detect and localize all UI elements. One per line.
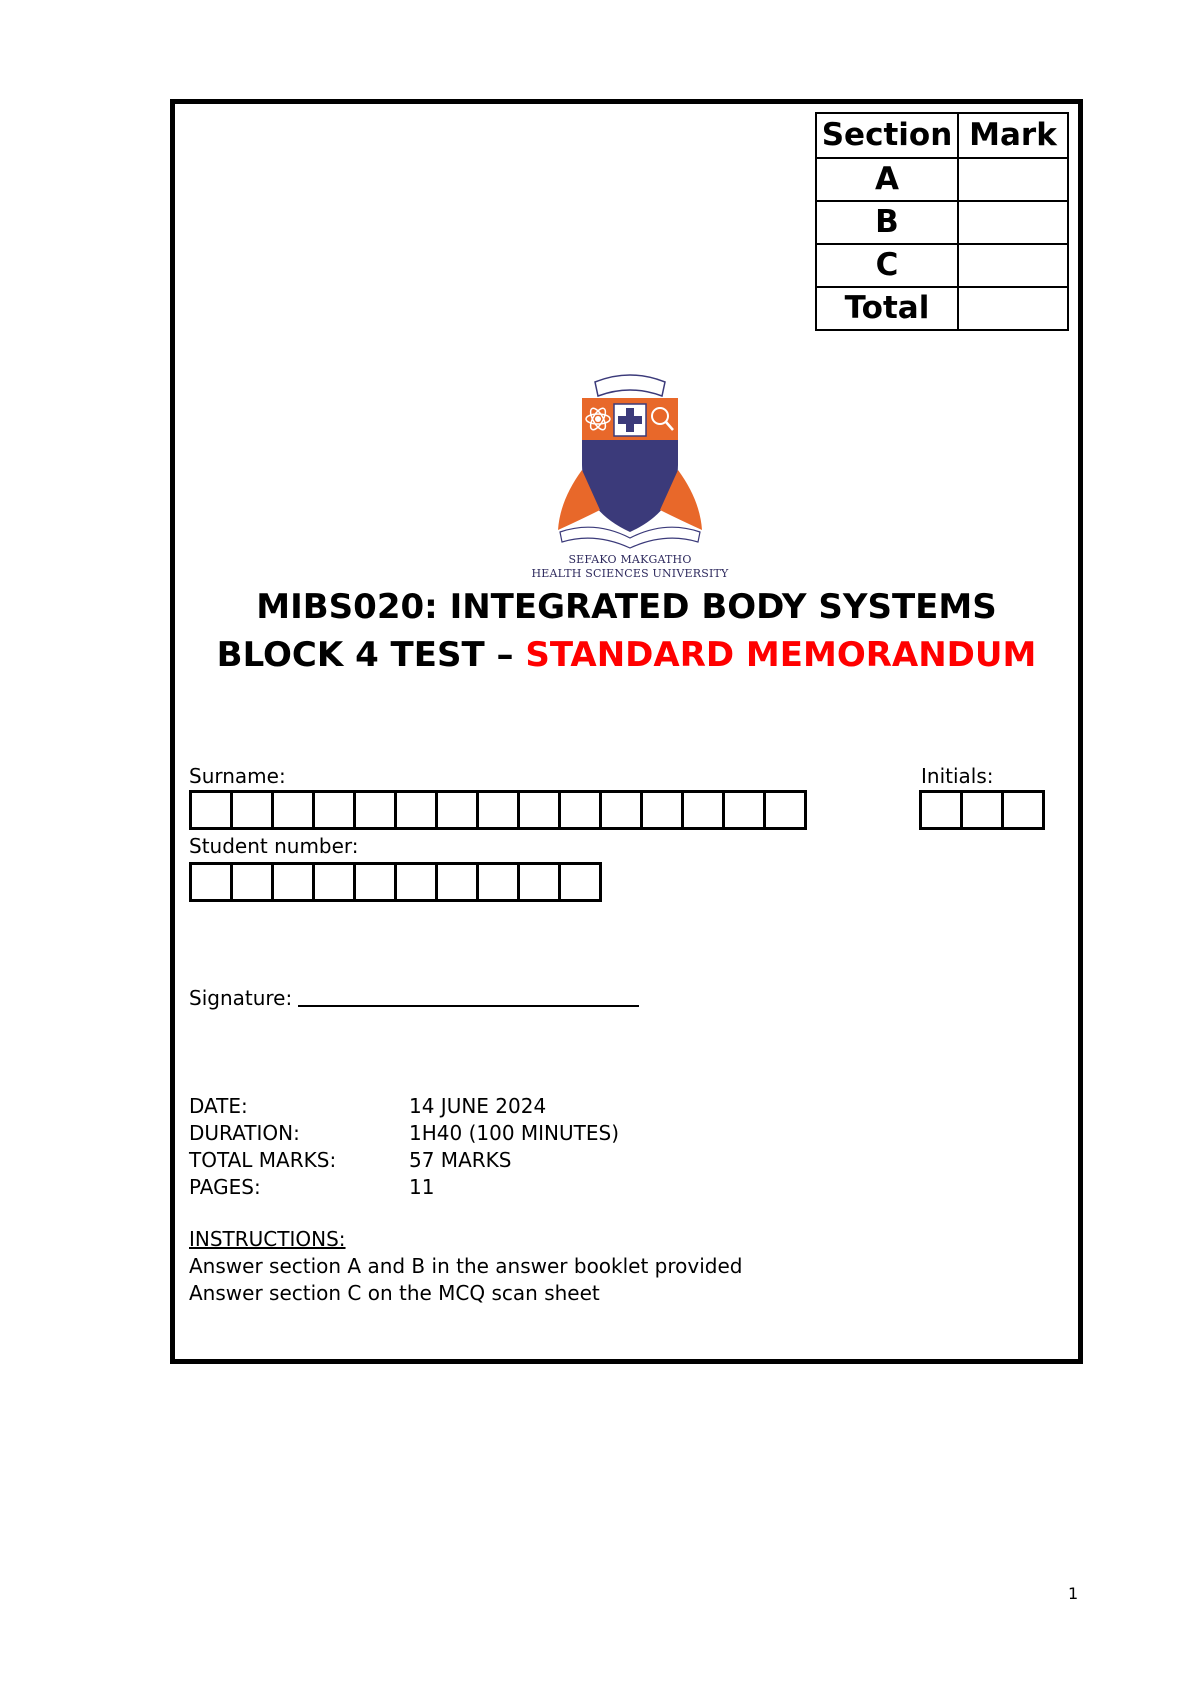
surname-char-box[interactable]: [312, 790, 356, 830]
initials-input-boxes[interactable]: [919, 790, 1045, 830]
student-number-char-box[interactable]: [435, 862, 479, 902]
detail-key: PAGES:: [189, 1175, 261, 1199]
marks-table: [815, 112, 1069, 331]
university-name-line1: SEFAKO MAKGATHO: [568, 553, 692, 566]
title-block-label: BLOCK 4 TEST –: [216, 635, 526, 675]
surname-label: Surname:: [189, 764, 286, 788]
marks-row-value: [958, 287, 1068, 330]
student-number-char-box[interactable]: [476, 862, 520, 902]
title-memorandum-label: STANDARD MEMORANDUM: [525, 635, 1037, 675]
surname-char-box[interactable]: [271, 790, 315, 830]
surname-char-box[interactable]: [394, 790, 438, 830]
student-number-char-box[interactable]: [517, 862, 561, 902]
detail-value: 1H40 (100 MINUTES): [409, 1121, 620, 1145]
detail-key: TOTAL MARKS:: [189, 1148, 337, 1172]
detail-key: DURATION:: [189, 1121, 300, 1145]
student-number-input-boxes[interactable]: [189, 862, 602, 902]
signature-label: Signature:: [189, 986, 293, 1010]
document-title-line1: MIBS020: INTEGRATED BODY SYSTEMS: [256, 587, 997, 627]
student-number-label: Student number:: [189, 834, 359, 858]
surname-char-box[interactable]: [476, 790, 520, 830]
detail-value: 14 JUNE 2024: [409, 1094, 547, 1118]
initials-label: Initials:: [921, 764, 994, 788]
university-name-line2: HEALTH SCIENCES UNIVERSITY: [531, 567, 729, 580]
instruction-line: Answer section A and B in the answer booklet provided: [189, 1254, 743, 1278]
exam-details: [189, 1093, 889, 1203]
signature-line[interactable]: [298, 1005, 639, 1007]
marks-header-section: Section: [816, 113, 958, 158]
student-number-char-box[interactable]: [558, 862, 602, 902]
marks-row-value: [958, 244, 1068, 287]
student-number-char-box[interactable]: [230, 862, 274, 902]
student-number-char-box[interactable]: [271, 862, 315, 902]
student-number-char-box[interactable]: [353, 862, 397, 902]
detail-value: 11: [409, 1175, 435, 1199]
marks-header-mark: Mark: [958, 113, 1068, 158]
student-number-char-box[interactable]: [189, 862, 233, 902]
marks-row-value: [958, 201, 1068, 244]
university-crest-logo: [540, 370, 720, 550]
student-number-char-box[interactable]: [394, 862, 438, 902]
surname-char-box[interactable]: [640, 790, 684, 830]
detail-key: DATE:: [189, 1094, 248, 1118]
surname-char-box[interactable]: [763, 790, 807, 830]
surname-char-box[interactable]: [230, 790, 274, 830]
initials-char-box[interactable]: [960, 790, 1004, 830]
marks-row-label: B: [816, 201, 958, 244]
marks-row-value: [958, 158, 1068, 201]
page-number: 1: [1068, 1584, 1079, 1603]
initials-char-box[interactable]: [919, 790, 963, 830]
detail-value: 57 MARKS: [409, 1148, 512, 1172]
surname-char-box[interactable]: [558, 790, 602, 830]
surname-char-box[interactable]: [189, 790, 233, 830]
student-number-char-box[interactable]: [312, 862, 356, 902]
surname-char-box[interactable]: [517, 790, 561, 830]
initials-char-box[interactable]: [1001, 790, 1045, 830]
marks-row-label: Total: [816, 287, 958, 330]
instructions-heading: INSTRUCTIONS:: [189, 1227, 346, 1251]
surname-char-box[interactable]: [599, 790, 643, 830]
surname-char-box[interactable]: [435, 790, 479, 830]
instructions-block: [189, 1226, 989, 1307]
marks-row-label: C: [816, 244, 958, 287]
surname-char-box[interactable]: [353, 790, 397, 830]
surname-char-box[interactable]: [722, 790, 766, 830]
marks-row-label: A: [816, 158, 958, 201]
surname-char-box[interactable]: [681, 790, 725, 830]
document-title-line2: [170, 635, 1083, 675]
surname-input-boxes[interactable]: [189, 790, 807, 830]
instruction-line: Answer section C on the MCQ scan sheet: [189, 1281, 600, 1305]
